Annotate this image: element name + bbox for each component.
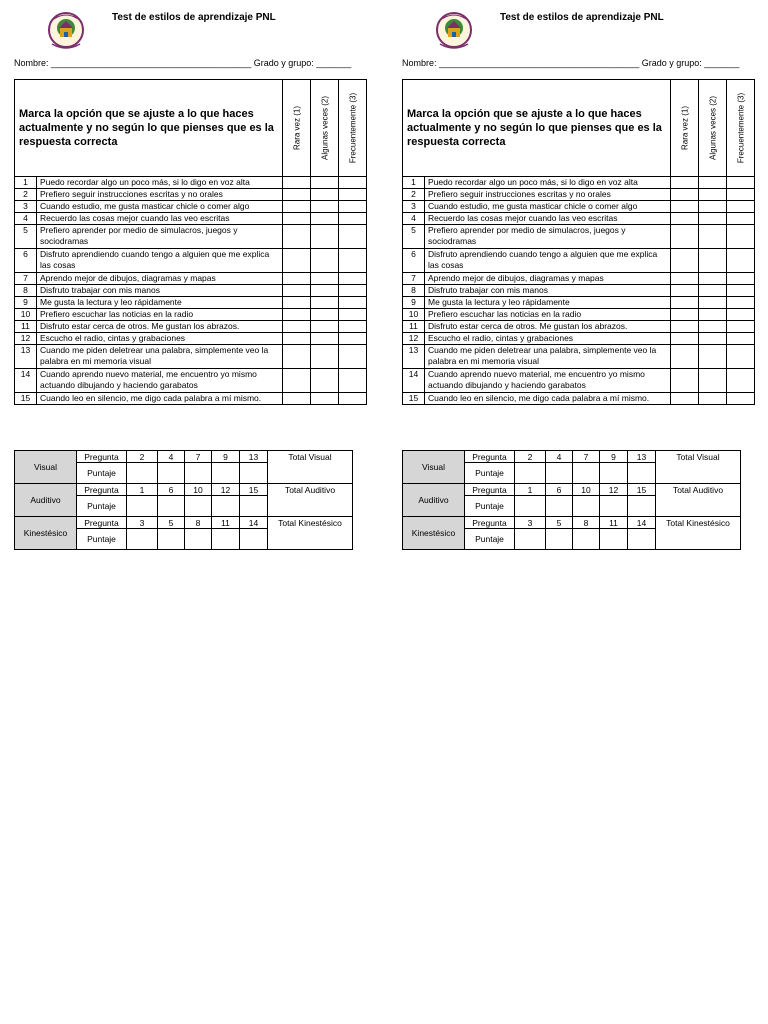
answer-cell-rara-vez[interactable] [283,333,311,345]
scoring-question-number: 6 [546,484,573,496]
answer-cell-rara-vez[interactable] [283,213,311,225]
answer-cell-rara-vez[interactable] [671,285,699,297]
points-cell[interactable] [158,463,185,484]
points-cell[interactable] [240,529,268,550]
scoring-question-number: 15 [628,484,656,496]
question-row [15,285,367,297]
points-cell[interactable] [573,463,600,484]
pregunta-label: Pregunta [77,484,127,496]
answer-cell-algunas-veces[interactable] [311,321,339,333]
question-number: 2 [403,189,425,201]
answer-cell-frecuentemente[interactable] [727,213,755,225]
answer-cell-rara-vez[interactable] [283,189,311,201]
answer-cell-algunas-veces[interactable] [699,225,727,249]
question-row [403,189,755,201]
question-row [403,201,755,213]
question-text: Disfruto trabajar con mis manos [425,285,671,297]
answer-cell-rara-vez[interactable] [283,321,311,333]
question-text: Cuando me piden deletrear una palabra, simplemente veo la palabra en mi memoria visual [425,345,671,369]
points-cell[interactable] [573,496,600,517]
question-row [403,249,755,273]
scoring-question-number: 13 [240,451,268,463]
scoring-question-number: 12 [600,484,628,496]
question-number: 8 [15,285,37,297]
category-label: Visual [15,451,77,484]
points-cell[interactable] [600,463,628,484]
category-label: Visual [403,451,465,484]
question-number: 12 [15,333,37,345]
answer-cell-frecuentemente[interactable] [727,321,755,333]
points-cell[interactable] [628,496,656,517]
answer-cell-algunas-veces[interactable] [311,333,339,345]
answer-cell-frecuentemente[interactable] [727,297,755,309]
question-number: 2 [15,189,37,201]
answer-cell-rara-vez[interactable] [283,273,311,285]
question-number: 9 [15,297,37,309]
answer-cell-algunas-veces[interactable] [311,201,339,213]
question-text: Disfruto aprendiendo cuando tengo a alguien que me explica las cosas [425,249,671,273]
instruction-text: Marca la opción que se ajuste a lo que haces actualmente y no según lo que pienses que es la respuesta correcta [15,80,283,177]
questionnaire-table [14,79,367,405]
question-row [15,369,367,393]
answer-cell-rara-vez[interactable] [283,345,311,369]
answer-cell-frecuentemente[interactable] [339,345,367,369]
puntaje-label: Puntaje [465,463,515,484]
question-text: Recuerdo las cosas mejor cuando las veo escritas [37,213,283,225]
puntaje-label: Puntaje [77,463,127,484]
points-cell[interactable] [515,463,546,484]
scoring-question-number: 8 [185,517,212,529]
scoring-table [402,450,741,550]
answer-cell-frecuentemente[interactable] [727,189,755,201]
scoring-question-row [15,517,353,529]
scoring-question-number: 9 [600,451,628,463]
question-number: 1 [15,177,37,189]
scoring-question-number: 5 [546,517,573,529]
answer-cell-algunas-veces[interactable] [699,321,727,333]
name-and-group-field[interactable]: Nombre: ________________________________________ Grado y grupo: _______ [14,58,352,68]
question-row [403,393,755,405]
category-label: Auditivo [15,484,77,517]
question-text: Cuando leo en silencio, me digo cada palabra a mí mismo. [37,393,283,405]
scoring-question-number: 15 [240,484,268,496]
answer-cell-algunas-veces[interactable] [311,285,339,297]
answer-cell-frecuentemente[interactable] [339,309,367,321]
question-number: 3 [15,201,37,213]
answer-cell-algunas-veces[interactable] [699,333,727,345]
question-row [403,177,755,189]
scoring-question-number: 6 [158,484,185,496]
answer-cell-rara-vez[interactable] [671,321,699,333]
scoring-question-number: 10 [573,484,600,496]
question-row [403,369,755,393]
answer-cell-frecuentemente[interactable] [339,201,367,213]
question-text: Prefiero aprender por medio de simulacros, juegos y sociodramas [425,225,671,249]
question-number: 5 [15,225,37,249]
points-cell[interactable] [628,529,656,550]
question-row [15,249,367,273]
scoring-question-row [15,484,353,496]
answer-cell-frecuentemente[interactable] [727,345,755,369]
scoring-question-number: 14 [628,517,656,529]
question-number: 14 [15,369,37,393]
points-cell[interactable] [212,463,240,484]
scoring-question-number: 11 [212,517,240,529]
question-text: Cuando estudio, me gusta masticar chicle o comer algo [425,201,671,213]
pregunta-label: Pregunta [465,451,515,463]
question-row [15,321,367,333]
pregunta-label: Pregunta [77,517,127,529]
question-number: 8 [403,285,425,297]
answer-cell-algunas-veces[interactable] [311,297,339,309]
questionnaire-table [402,79,755,405]
scoring-question-number: 3 [515,517,546,529]
answer-cell-frecuentemente[interactable] [727,177,755,189]
question-row [15,189,367,201]
question-number: 10 [403,309,425,321]
answer-cell-frecuentemente[interactable] [339,177,367,189]
scoring-question-number: 8 [573,517,600,529]
question-text: Recuerdo las cosas mejor cuando las veo escritas [425,213,671,225]
points-cell[interactable] [185,529,212,550]
scoring-question-number: 4 [158,451,185,463]
answer-cell-frecuentemente[interactable] [339,273,367,285]
question-number: 12 [403,333,425,345]
answer-cell-algunas-veces[interactable] [699,249,727,273]
answer-cell-rara-vez[interactable] [283,297,311,309]
category-total-cell[interactable]: Total Auditivo [268,484,353,517]
points-cell[interactable] [600,529,628,550]
question-number: 9 [403,297,425,309]
answer-cell-rara-vez[interactable] [671,333,699,345]
scoring-question-number: 7 [185,451,212,463]
points-cell[interactable] [185,463,212,484]
worksheet-right [402,0,754,544]
answer-cell-rara-vez[interactable] [283,225,311,249]
scoring-question-number: 1 [127,484,158,496]
answer-cell-rara-vez[interactable] [283,249,311,273]
scoring-question-number: 4 [546,451,573,463]
pregunta-label: Pregunta [465,517,515,529]
answer-cell-rara-vez[interactable] [671,309,699,321]
answer-cell-frecuentemente[interactable] [339,333,367,345]
question-number: 6 [15,249,37,273]
question-row [403,297,755,309]
question-number: 14 [403,369,425,393]
question-row [15,333,367,345]
question-text: Puedo recordar algo un poco más, si lo digo en voz alta [425,177,671,189]
answer-cell-rara-vez[interactable] [283,285,311,297]
scoring-question-number: 2 [515,451,546,463]
question-row [403,321,755,333]
answer-cell-algunas-veces[interactable] [311,213,339,225]
answer-cell-algunas-veces[interactable] [699,177,727,189]
category-total-cell[interactable]: Total Auditivo [656,484,741,517]
question-text: Prefiero escuchar las noticias en la radio [37,309,283,321]
answer-cell-algunas-veces[interactable] [311,225,339,249]
question-number: 10 [15,309,37,321]
category-label: Auditivo [403,484,465,517]
answer-cell-algunas-veces[interactable] [699,297,727,309]
question-number: 15 [403,393,425,405]
answer-cell-rara-vez[interactable] [671,393,699,405]
question-text: Me gusta la lectura y leo rápidamente [425,297,671,309]
worksheet-header [14,0,366,56]
question-text: Cuando aprendo nuevo material, me encuentro yo mismo actuando dibujando y haciendo garabatos [37,369,283,393]
answer-cell-frecuentemente[interactable] [727,309,755,321]
question-text: Me gusta la lectura y leo rápidamente [37,297,283,309]
question-text: Prefiero aprender por medio de simulacros, juegos y sociodramas [37,225,283,249]
points-cell[interactable] [212,496,240,517]
scoring-question-number: 5 [158,517,185,529]
question-row [403,285,755,297]
question-text: Prefiero seguir instrucciones escritas y no orales [425,189,671,201]
scoring-question-number: 11 [600,517,628,529]
name-and-group-field[interactable]: Nombre: ________________________________________ Grado y grupo: _______ [402,58,740,68]
scoring-question-number: 10 [185,484,212,496]
puntaje-label: Puntaje [465,529,515,550]
points-cell[interactable] [158,529,185,550]
question-text: Aprendo mejor de dibujos, diagramas y mapas [425,273,671,285]
question-text: Disfruto estar cerca de otros. Me gustan los abrazos. [425,321,671,333]
answer-cell-rara-vez[interactable] [671,249,699,273]
answer-cell-algunas-veces[interactable] [311,369,339,393]
points-cell[interactable] [573,529,600,550]
category-total-cell[interactable]: Total Kinestésico [268,517,353,550]
points-cell[interactable] [185,496,212,517]
answer-cell-frecuentemente[interactable] [727,369,755,393]
answer-cell-algunas-veces[interactable] [699,285,727,297]
category-label: Kinestésico [15,517,77,550]
question-text: Disfruto aprendiendo cuando tengo a alguien que me explica las cosas [37,249,283,273]
question-number: 4 [403,213,425,225]
page-title: Test de estilos de aprendizaje PNL [500,12,664,23]
answer-cell-algunas-veces[interactable] [311,189,339,201]
answer-cell-algunas-veces[interactable] [699,189,727,201]
pregunta-label: Pregunta [465,484,515,496]
question-text: Cuando estudio, me gusta masticar chicle o comer algo [37,201,283,213]
answer-cell-frecuentemente[interactable] [727,285,755,297]
category-label: Kinestésico [403,517,465,550]
answer-cell-algunas-veces[interactable] [699,369,727,393]
scoring-question-number: 2 [127,451,158,463]
question-text: Disfruto trabajar con mis manos [37,285,283,297]
answer-cell-frecuentemente[interactable] [339,369,367,393]
answer-cell-algunas-veces[interactable] [311,273,339,285]
worksheet-header [402,0,754,56]
question-row [403,333,755,345]
header-rara-vez: Rara vez (1) [283,80,311,177]
answer-cell-rara-vez[interactable] [283,369,311,393]
header-frecuentemente: Frecuentemente (3) [727,80,755,177]
question-row [15,225,367,249]
question-text: Prefiero seguir instrucciones escritas y no orales [37,189,283,201]
puntaje-label: Puntaje [77,529,127,550]
category-total-cell[interactable]: Total Kinestésico [656,517,741,550]
answer-cell-rara-vez[interactable] [671,213,699,225]
header-rara-vez: Rara vez (1) [671,80,699,177]
answer-cell-rara-vez[interactable] [671,177,699,189]
question-text: Prefiero escuchar las noticias en la radio [425,309,671,321]
question-row [15,393,367,405]
question-row [15,309,367,321]
answer-cell-frecuentemente[interactable] [727,393,755,405]
answer-cell-frecuentemente[interactable] [339,249,367,273]
question-row [15,177,367,189]
answer-cell-frecuentemente[interactable] [727,201,755,213]
instruction-text: Marca la opción que se ajuste a lo que haces actualmente y no según lo que pienses que es la respuesta correcta [403,80,671,177]
question-text: Cuando me piden deletrear una palabra, simplemente veo la palabra en mi memoria visual [37,345,283,369]
answer-cell-frecuentemente[interactable] [339,213,367,225]
answer-cell-rara-vez[interactable] [671,201,699,213]
question-number: 4 [15,213,37,225]
question-text: Cuando aprendo nuevo material, me encuentro yo mismo actuando dibujando y haciendo garabatos [425,369,671,393]
answer-cell-frecuentemente[interactable] [727,249,755,273]
points-cell[interactable] [546,529,573,550]
points-cell[interactable] [515,496,546,517]
scoring-question-number: 13 [628,451,656,463]
school-seal-logo [432,8,476,52]
scoring-question-number: 3 [127,517,158,529]
puntaje-label: Puntaje [77,496,127,517]
question-number: 15 [15,393,37,405]
points-cell[interactable] [546,496,573,517]
question-row [403,345,755,369]
question-number: 6 [403,249,425,273]
points-cell[interactable] [240,496,268,517]
points-cell[interactable] [127,496,158,517]
answer-cell-algunas-veces[interactable] [699,393,727,405]
answer-cell-rara-vez[interactable] [671,189,699,201]
scoring-question-number: 14 [240,517,268,529]
answer-cell-rara-vez[interactable] [283,309,311,321]
answer-cell-algunas-veces[interactable] [311,177,339,189]
answer-cell-frecuentemente[interactable] [727,225,755,249]
question-row [15,213,367,225]
answer-cell-rara-vez[interactable] [283,177,311,189]
answer-cell-frecuentemente[interactable] [339,189,367,201]
scoring-question-row [403,517,741,529]
question-number: 7 [403,273,425,285]
question-row [15,345,367,369]
question-row [15,297,367,309]
page-title: Test de estilos de aprendizaje PNL [112,12,276,23]
question-row [403,213,755,225]
answer-cell-rara-vez[interactable] [671,273,699,285]
points-cell[interactable] [127,529,158,550]
answer-cell-rara-vez[interactable] [671,369,699,393]
answer-cell-algunas-veces[interactable] [699,309,727,321]
question-row [403,225,755,249]
answer-cell-rara-vez[interactable] [671,297,699,309]
puntaje-label: Puntaje [465,496,515,517]
scoring-table [14,450,353,550]
answer-cell-algunas-veces[interactable] [699,345,727,369]
question-text: Cuando leo en silencio, me digo cada palabra a mí mismo. [425,393,671,405]
answer-cell-frecuentemente[interactable] [727,333,755,345]
points-cell[interactable] [158,496,185,517]
question-number: 7 [15,273,37,285]
question-text: Disfruto estar cerca de otros. Me gustan los abrazos. [37,321,283,333]
points-cell[interactable] [127,463,158,484]
question-number: 3 [403,201,425,213]
question-row [403,273,755,285]
answer-cell-algunas-veces[interactable] [699,273,727,285]
answer-cell-rara-vez[interactable] [283,393,311,405]
question-text: Aprendo mejor de dibujos, diagramas y mapas [37,273,283,285]
question-number: 11 [15,321,37,333]
scoring-question-number: 9 [212,451,240,463]
header-algunas-veces: Algunas veces (2) [311,80,339,177]
question-text: Escucho el radio, cintas y grabaciones [425,333,671,345]
answer-cell-algunas-veces[interactable] [311,249,339,273]
answer-cell-frecuentemente[interactable] [339,285,367,297]
scoring-question-row [403,451,741,463]
question-row [15,201,367,213]
answer-cell-rara-vez[interactable] [283,201,311,213]
question-number: 11 [403,321,425,333]
scoring-question-row [403,484,741,496]
points-cell[interactable] [240,463,268,484]
question-text: Escucho el radio, cintas y grabaciones [37,333,283,345]
question-number: 13 [403,345,425,369]
answer-cell-algunas-veces[interactable] [311,345,339,369]
answer-cell-algunas-veces[interactable] [699,213,727,225]
scoring-question-row [15,451,353,463]
points-cell[interactable] [546,463,573,484]
question-number: 5 [403,225,425,249]
answer-cell-rara-vez[interactable] [671,345,699,369]
school-seal-logo [44,8,88,52]
answer-cell-algunas-veces[interactable] [699,201,727,213]
points-cell[interactable] [628,463,656,484]
question-number: 13 [15,345,37,369]
answer-cell-frecuentemente[interactable] [339,225,367,249]
question-row [403,309,755,321]
scoring-question-number: 7 [573,451,600,463]
answer-cell-frecuentemente[interactable] [339,393,367,405]
question-number: 1 [403,177,425,189]
answer-cell-frecuentemente[interactable] [339,297,367,309]
points-cell[interactable] [600,496,628,517]
points-cell[interactable] [212,529,240,550]
question-text: Puedo recordar algo un poco más, si lo digo en voz alta [37,177,283,189]
pregunta-label: Pregunta [77,451,127,463]
answer-cell-algunas-veces[interactable] [311,309,339,321]
worksheet-left [14,0,366,544]
scoring-question-number: 1 [515,484,546,496]
points-cell[interactable] [515,529,546,550]
header-algunas-veces: Algunas veces (2) [699,80,727,177]
question-row [15,273,367,285]
answer-cell-rara-vez[interactable] [671,225,699,249]
answer-cell-algunas-veces[interactable] [311,393,339,405]
category-total-cell[interactable]: Total Visual [656,451,741,484]
header-frecuentemente: Frecuentemente (3) [339,80,367,177]
answer-cell-frecuentemente[interactable] [727,273,755,285]
category-total-cell[interactable]: Total Visual [268,451,353,484]
answer-cell-frecuentemente[interactable] [339,321,367,333]
scoring-question-number: 12 [212,484,240,496]
